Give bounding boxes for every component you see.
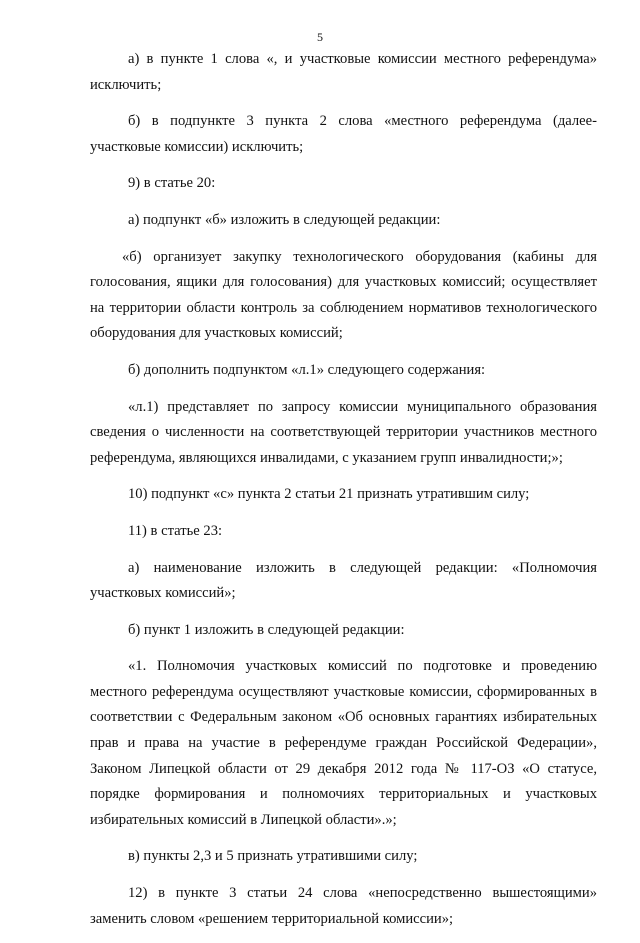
paragraph-9a: а) подпункт «б» изложить в следующей редакции: <box>128 211 441 228</box>
document-body <box>90 47 597 943</box>
paragraph-11a: а) наименование изложить в следующей редакции: «Полномочия участковых комиссий»; <box>90 559 597 602</box>
paragraph-11: 11) в статье 23: <box>128 522 223 539</box>
paragraph-10: 10) подпункт «с» пункта 2 статьи 21 признать утратившим силу; <box>128 486 530 503</box>
page-number: 5 <box>317 30 323 44</box>
paragraph-9b: б) дополнить подпунктом «л.1» следующего содержания: <box>128 361 486 378</box>
paragraph-9b-quote: «л.1) представляет по запросу комиссии муниципального образования сведения о численности на соответствующей территории участников местного референдума, являющихся инвалидами, с указанием групп инвалидности;»; <box>90 398 597 466</box>
paragraph-11b-quote: «1. Полномочия участковых комиссий по подготовке и проведению местного референдума осуществляют участковые комиссии, сформированных в соответствии с Федеральным законом «Об основных гарантиях избирательных прав и права на участие в референдуме граждан Российской Федерации», Законом Липецкой области от 29 декабря 2012 года № 117-ОЗ «О статусе, порядке формирования и полномочиях территориальных и участковых избирательных комиссий в Липецкой области».»; <box>90 658 597 828</box>
paragraph-1a: а) в пункте 1 слова «, и участковые комиссии местного референдума» исключить; <box>90 51 597 93</box>
paragraph-9: 9) в статье 20: <box>128 175 216 192</box>
paragraph-9a-quote: «б) организует закупку технологического оборудования (кабины для голосования, ящики для голосования) для участковых комиссий; осуществляет на территории области контроль за соблюдением нормативов технологического оборудования для участковых комиссий; <box>90 248 597 342</box>
paragraph-11c: в) пункты 2,3 и 5 признать утратившими силу; <box>128 848 418 865</box>
paragraph-1b: б) в подпункте 3 пункта 2 слова «местного референдума (далее-участковые комиссии) исключить; <box>90 113 597 155</box>
paragraph-11b: б) пункт 1 изложить в следующей редакции: <box>128 621 405 638</box>
paragraph-12: 12) в пункте 3 статьи 24 слова «непосредственно вышестоящими» заменить словом «решением территориальной комиссии»; <box>90 885 597 927</box>
